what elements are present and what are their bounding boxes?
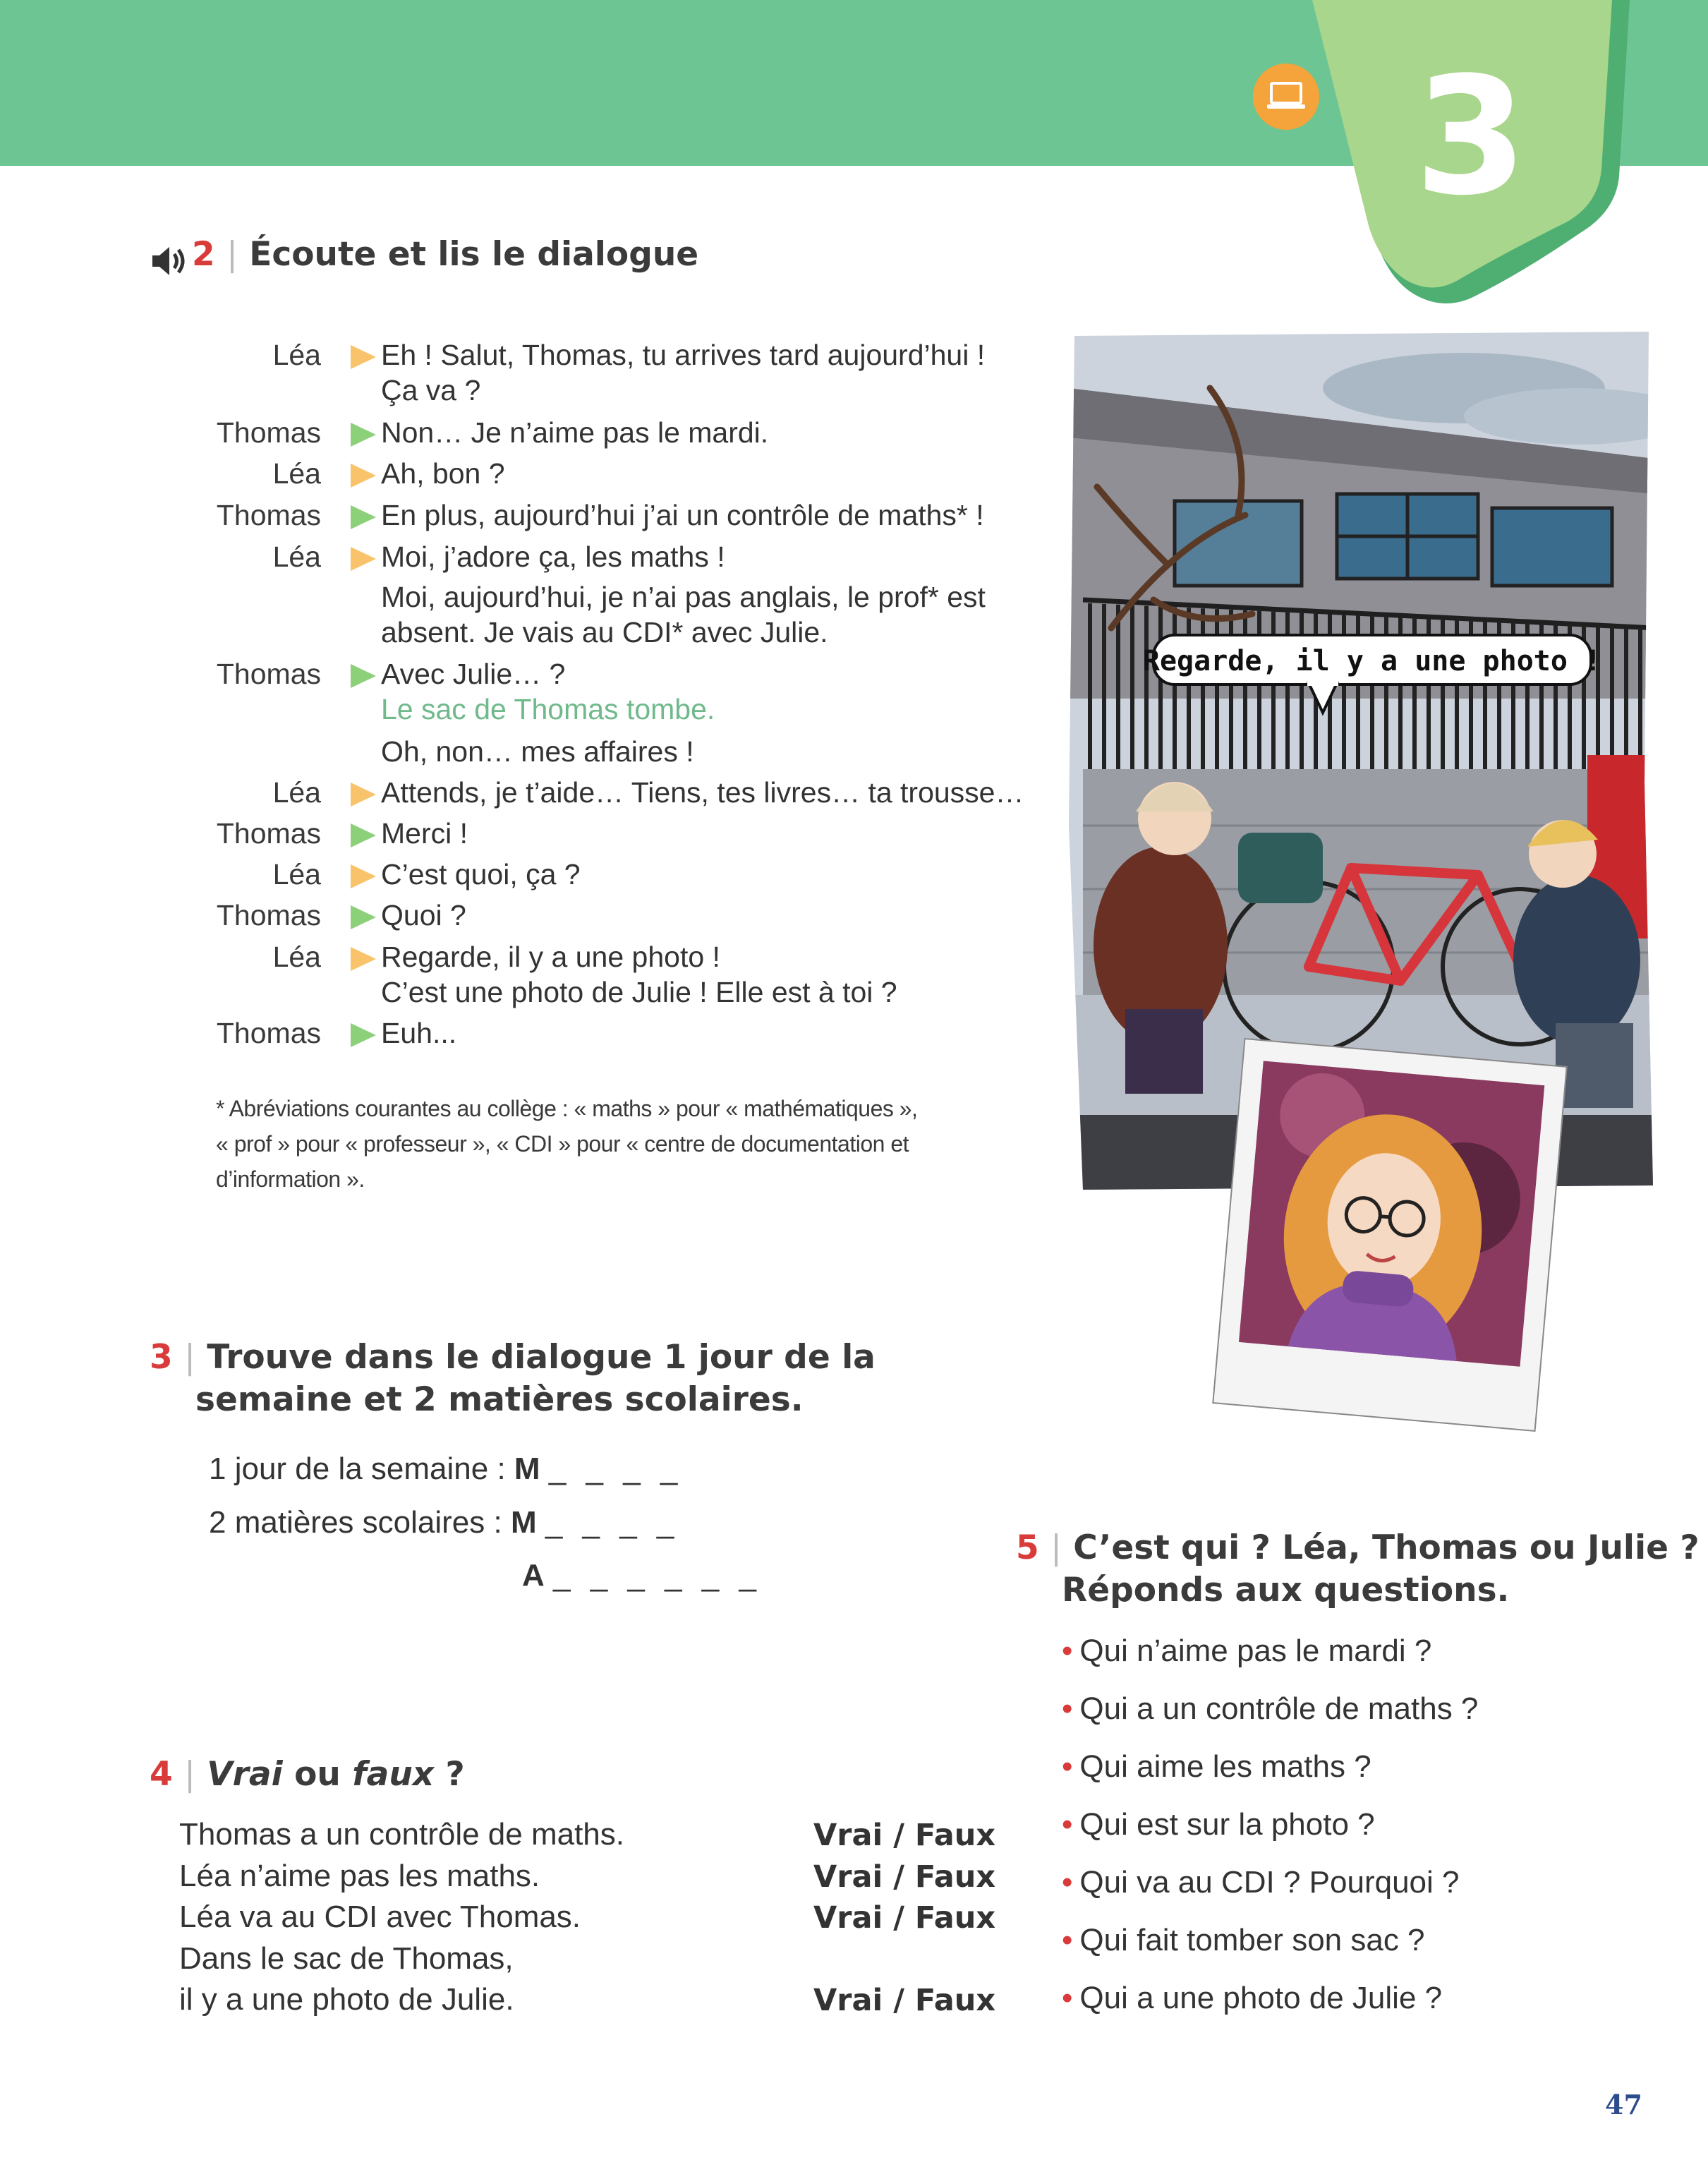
dialogue-line: Moi, j’adore ça, les maths !	[381, 541, 725, 573]
bullet-icon: •	[1062, 1865, 1073, 1900]
dialogue-line: Oh, non… mes affaires !	[381, 735, 694, 768]
statement: Léa n’aime pas les maths.	[179, 1859, 540, 1893]
exercise-number: 4	[150, 1755, 173, 1794]
dialogue-line: Avec Julie… ?	[381, 658, 566, 690]
speaker-thomas: Thomas	[216, 899, 321, 931]
dialogue-line: Regarde, il y a une photo !	[381, 941, 720, 973]
statement: il y a une photo de Julie.	[179, 1982, 514, 2017]
computer-icon[interactable]	[1253, 64, 1319, 130]
question-text: Qui a une photo de Julie ?	[1079, 1981, 1443, 2015]
speaker-thomas: Thomas	[216, 416, 321, 449]
title-ou: ou	[294, 1755, 341, 1794]
lea-arrow-icon	[351, 864, 376, 888]
polaroid-photo	[1212, 1038, 1568, 1432]
exercise-title-line: Réponds aux questions.	[1062, 1571, 1510, 1610]
dialogue-line: Ça va ?	[381, 374, 481, 406]
vrai-faux-choice[interactable]: Vrai / Faux	[813, 1859, 996, 1895]
lea-arrow-icon	[351, 464, 376, 488]
exercise-number: 3	[150, 1338, 173, 1377]
dialogue-line: Quoi ?	[381, 899, 466, 931]
bullet-icon: •	[1062, 1923, 1073, 1957]
exercise-number: 2	[192, 235, 215, 274]
lea-arrow-icon	[351, 345, 376, 369]
bullet-icon: •	[1062, 1634, 1073, 1668]
bullet-icon: •	[1062, 1691, 1073, 1726]
question-text: Qui n’aime pas le mardi ?	[1079, 1634, 1432, 1668]
dialogue-line: Ah, bon ?	[381, 457, 505, 490]
dialogue-line: Moi, aujourd’hui, je n’ai pas anglais, le prof* est	[381, 581, 986, 613]
question-item	[1062, 1807, 1375, 1842]
speaker-thomas: Thomas	[216, 499, 321, 531]
answer-row-subject-2	[522, 1558, 762, 1593]
footnote-line: d’information ».	[216, 1166, 365, 1192]
title-vrai: Vrai	[207, 1755, 283, 1794]
exercise-title: Écoute et lis le dialogue	[249, 235, 699, 274]
speaker-lea: Léa	[272, 541, 321, 573]
lea-arrow-icon	[351, 783, 376, 807]
question-text: Qui fait tomber son sac ?	[1079, 1923, 1425, 1957]
footnote-line: * Abréviations courantes au collège : « maths » pour « mathématiques »,	[216, 1096, 918, 1121]
row-letter: M	[514, 1451, 540, 1486]
speaker-thomas: Thomas	[216, 1017, 321, 1049]
thomas-arrow-icon	[351, 505, 376, 529]
speech-bubble-text: Regarde, il y a une photo !	[1142, 645, 1602, 677]
statement: Thomas a un contrôle de maths.	[179, 1817, 624, 1852]
question-text: Qui va au CDI ? Pourquoi ?	[1079, 1865, 1460, 1900]
lea-arrow-icon	[351, 547, 376, 571]
bullet-icon: •	[1062, 1807, 1073, 1842]
dialogue-line: En plus, aujourd’hui j’ai un contrôle de maths* !	[381, 499, 984, 531]
thomas-arrow-icon	[351, 664, 376, 688]
statement: Dans le sac de Thomas,	[179, 1941, 514, 1976]
separator: |	[184, 1755, 195, 1794]
speaker-lea: Léa	[272, 339, 321, 371]
dialogue-line: Non… Je n’aime pas le mardi.	[381, 416, 769, 449]
exercise-2-heading	[192, 233, 698, 276]
dialogue-line: Eh ! Salut, Thomas, tu arrives tard aujourd’hui !	[381, 339, 986, 371]
speaker-audio-icon[interactable]	[148, 240, 190, 285]
row-letter: A	[522, 1558, 545, 1593]
dialogue-line: Merci !	[381, 817, 468, 850]
answer-row-day	[209, 1451, 683, 1487]
exercise-title-line: semaine et 2 matières scolaires.	[195, 1380, 804, 1419]
thomas-arrow-icon	[351, 423, 376, 447]
answer-blank[interactable]: _ _ _ _	[548, 1451, 684, 1486]
row-label: 2 matières scolaires :	[209, 1505, 502, 1540]
speaker-lea: Léa	[272, 457, 321, 490]
exercise-title-line: C’est qui ? Léa, Thomas ou Julie ?	[1073, 1528, 1700, 1567]
answer-blank[interactable]: _ _ _ _ _ _	[553, 1558, 762, 1593]
question-item	[1062, 1691, 1478, 1727]
dialogue-line: absent. Je vais au CDI* avec Julie.	[381, 616, 828, 648]
question-item	[1062, 1865, 1459, 1900]
thomas-arrow-icon	[351, 823, 376, 847]
question-item	[1062, 1749, 1371, 1785]
bullet-icon: •	[1062, 1981, 1073, 2015]
dialogue-line: Euh...	[381, 1017, 457, 1049]
exercise-4-heading	[150, 1753, 465, 1796]
vrai-faux-choice[interactable]: Vrai / Faux	[813, 1983, 996, 2018]
question-text: Qui est sur la photo ?	[1079, 1807, 1375, 1842]
speaker-thomas: Thomas	[216, 817, 321, 850]
exercise-5-heading	[1016, 1526, 1700, 1569]
thomas-arrow-icon	[351, 1023, 376, 1047]
speaker-thomas: Thomas	[216, 658, 321, 690]
vrai-faux-choice[interactable]: Vrai / Faux	[813, 1900, 996, 1936]
title-faux: faux	[352, 1755, 435, 1794]
dialogue-line: C’est quoi, ça ?	[381, 858, 581, 891]
exercise-title-line: Trouve dans le dialogue 1 jour de la	[207, 1338, 876, 1377]
exercise-3-heading	[150, 1336, 876, 1379]
question-item	[1062, 1634, 1431, 1669]
speaker-lea: Léa	[272, 776, 321, 809]
lea-arrow-icon	[351, 947, 376, 971]
dialogue-line: Attends, je t’aide… Tiens, tes livres… ta trousse…	[381, 776, 1024, 809]
vrai-faux-choice[interactable]: Vrai / Faux	[813, 1818, 996, 1853]
thomas-arrow-icon	[351, 905, 376, 929]
dialogue-line: C’est une photo de Julie ! Elle est à toi ?	[381, 976, 897, 1008]
footnote-line: « prof » pour « professeur », « CDI » pour « centre de documentation et	[216, 1131, 909, 1157]
separator: |	[226, 235, 238, 274]
exercise-number: 5	[1016, 1528, 1039, 1567]
speaker-lea: Léa	[272, 858, 321, 891]
answer-row-subject-1	[209, 1505, 679, 1540]
question-text: Qui aime les maths ?	[1079, 1749, 1371, 1784]
page-number: 47	[1605, 2089, 1642, 2120]
question-item	[1062, 1923, 1425, 1958]
bullet-icon: •	[1062, 1749, 1073, 1784]
stage-direction: Le sac de Thomas tombe.	[381, 693, 715, 725]
separator: |	[1050, 1528, 1062, 1567]
title-question-mark: ?	[445, 1755, 465, 1794]
row-letter: M	[510, 1505, 537, 1540]
chapter-number: 3	[1414, 43, 1528, 231]
footnote	[216, 1091, 992, 1197]
question-item	[1062, 1981, 1442, 2016]
speaker-lea: Léa	[272, 941, 321, 973]
separator: |	[184, 1338, 195, 1377]
row-label: 1 jour de la semaine :	[209, 1451, 506, 1486]
statement: Léa va au CDI avec Thomas.	[179, 1900, 581, 1934]
answer-blank[interactable]: _ _ _ _	[545, 1505, 680, 1540]
question-text: Qui a un contrôle de maths ?	[1079, 1691, 1479, 1726]
